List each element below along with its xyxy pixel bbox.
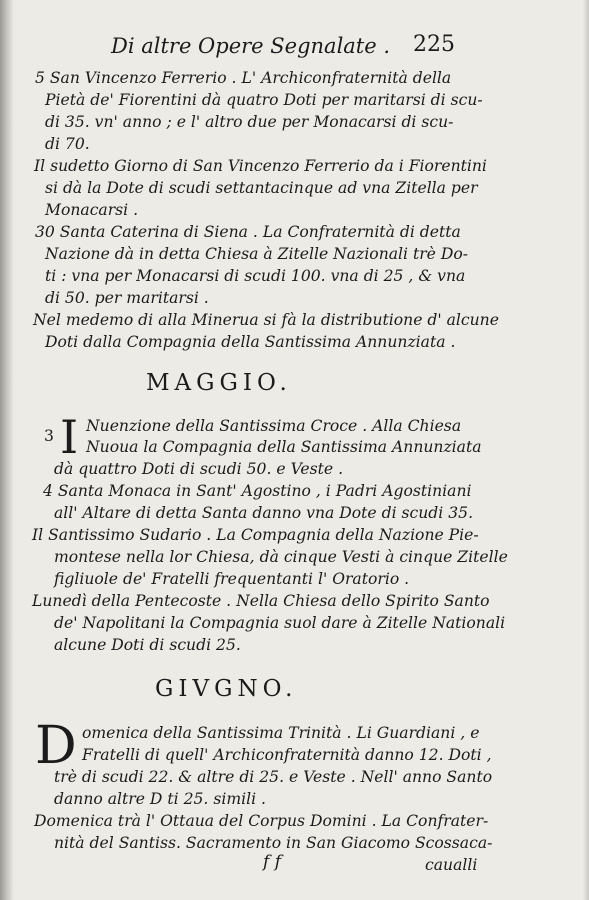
june-line: omenica della Santissima Trinità . Li Guardiani , e xyxy=(82,724,480,742)
may-line: alcune Doti di scudi 25. xyxy=(54,636,241,654)
april-line: 30 Santa Caterina di Siena . La Confraternità di detta xyxy=(35,223,461,241)
june-line: danno altre D ti 25. simili . xyxy=(54,790,266,808)
may-line: Lunedì della Pentecoste . Nella Chiesa dello Spirito Santo xyxy=(32,592,490,610)
may-day-number: 3 xyxy=(44,427,54,445)
may-line: Il Santissimo Sudario . La Compagnia della Nazione Pie- xyxy=(32,526,479,544)
may-line: Nuoua la Compagnia della Santissima Annunziata xyxy=(86,438,482,456)
may-line: all' Altare di detta Santa danno vna Dote di scudi 35. xyxy=(54,504,474,522)
june-line: Domenica trà l' Ottaua del Corpus Domini . La Confrater- xyxy=(34,812,489,830)
april-line: Doti dalla Compagnia della Santissima Annunziata . xyxy=(45,333,456,351)
april-line: si dà la Dote di scudi settantacinque ad vna Zitella per xyxy=(45,179,478,197)
signature-mark: f f xyxy=(263,852,281,872)
section-heading-june: GIVGNO. xyxy=(155,676,298,702)
may-line: Nuenzione della Santissima Croce . Alla Chiesa xyxy=(86,417,462,435)
may-line: 4 Santa Monaca in Sant' Agostino , i Padri Agostiniani xyxy=(43,482,472,500)
june-drop-cap: D xyxy=(35,716,77,776)
may-line: figliuole de' Fratelli frequentanti l' Oratorio . xyxy=(54,570,410,588)
april-line: Monacarsi . xyxy=(45,201,139,219)
page-gutter-shadow xyxy=(0,0,14,900)
may-drop-cap: I xyxy=(60,410,79,464)
june-line: trè di scudi 22. & altre di 25. e Veste . Nell' anno Santo xyxy=(54,768,493,786)
april-line: Pietà de' Fiorentini dà quatro Doti per maritarsi di scu- xyxy=(45,91,483,109)
catchword: caualli xyxy=(425,856,478,874)
april-line: di 35. vn' anno ; e l' altro due per Monacarsi di scu- xyxy=(45,113,454,131)
april-line: 5 San Vincenzo Ferrerio . L' Archiconfraternità della xyxy=(35,69,452,87)
may-line: montese nella lor Chiesa, dà cinque Vesti à cinque Zitelle xyxy=(54,548,508,566)
june-line: nità del Santiss. Sacramento in San Giacomo Scossaca- xyxy=(54,834,493,852)
page-edge-shadow xyxy=(583,0,589,900)
april-line: ti : vna per Monacarsi di scudi 100. vna di 25 , & vna xyxy=(45,267,466,285)
april-line: di 70. xyxy=(45,135,90,153)
section-heading-may: MAGGIO. xyxy=(146,370,292,396)
june-line: Fratelli di quell' Archiconfraternità danno 12. Doti , xyxy=(82,746,492,764)
may-line: de' Napolitani la Compagnia suol dare à Zitelle Nationali xyxy=(54,614,506,632)
april-line: Il sudetto Giorno di San Vincenzo Ferrerio da i Fiorentini xyxy=(34,157,487,175)
page-number: 225 xyxy=(413,32,455,57)
april-line: di 50. per maritarsi . xyxy=(45,289,209,307)
may-line: dà quattro Doti di scudi 50. e Veste . xyxy=(54,460,344,478)
april-line: Nel medemo di alla Minerua si fà la distributione d' alcune xyxy=(33,311,499,329)
april-line: Nazione dà in detta Chiesa à Zitelle Nazionali trè Do- xyxy=(45,245,469,263)
running-header-title: Di altre Opere Segnalate . xyxy=(111,34,391,58)
